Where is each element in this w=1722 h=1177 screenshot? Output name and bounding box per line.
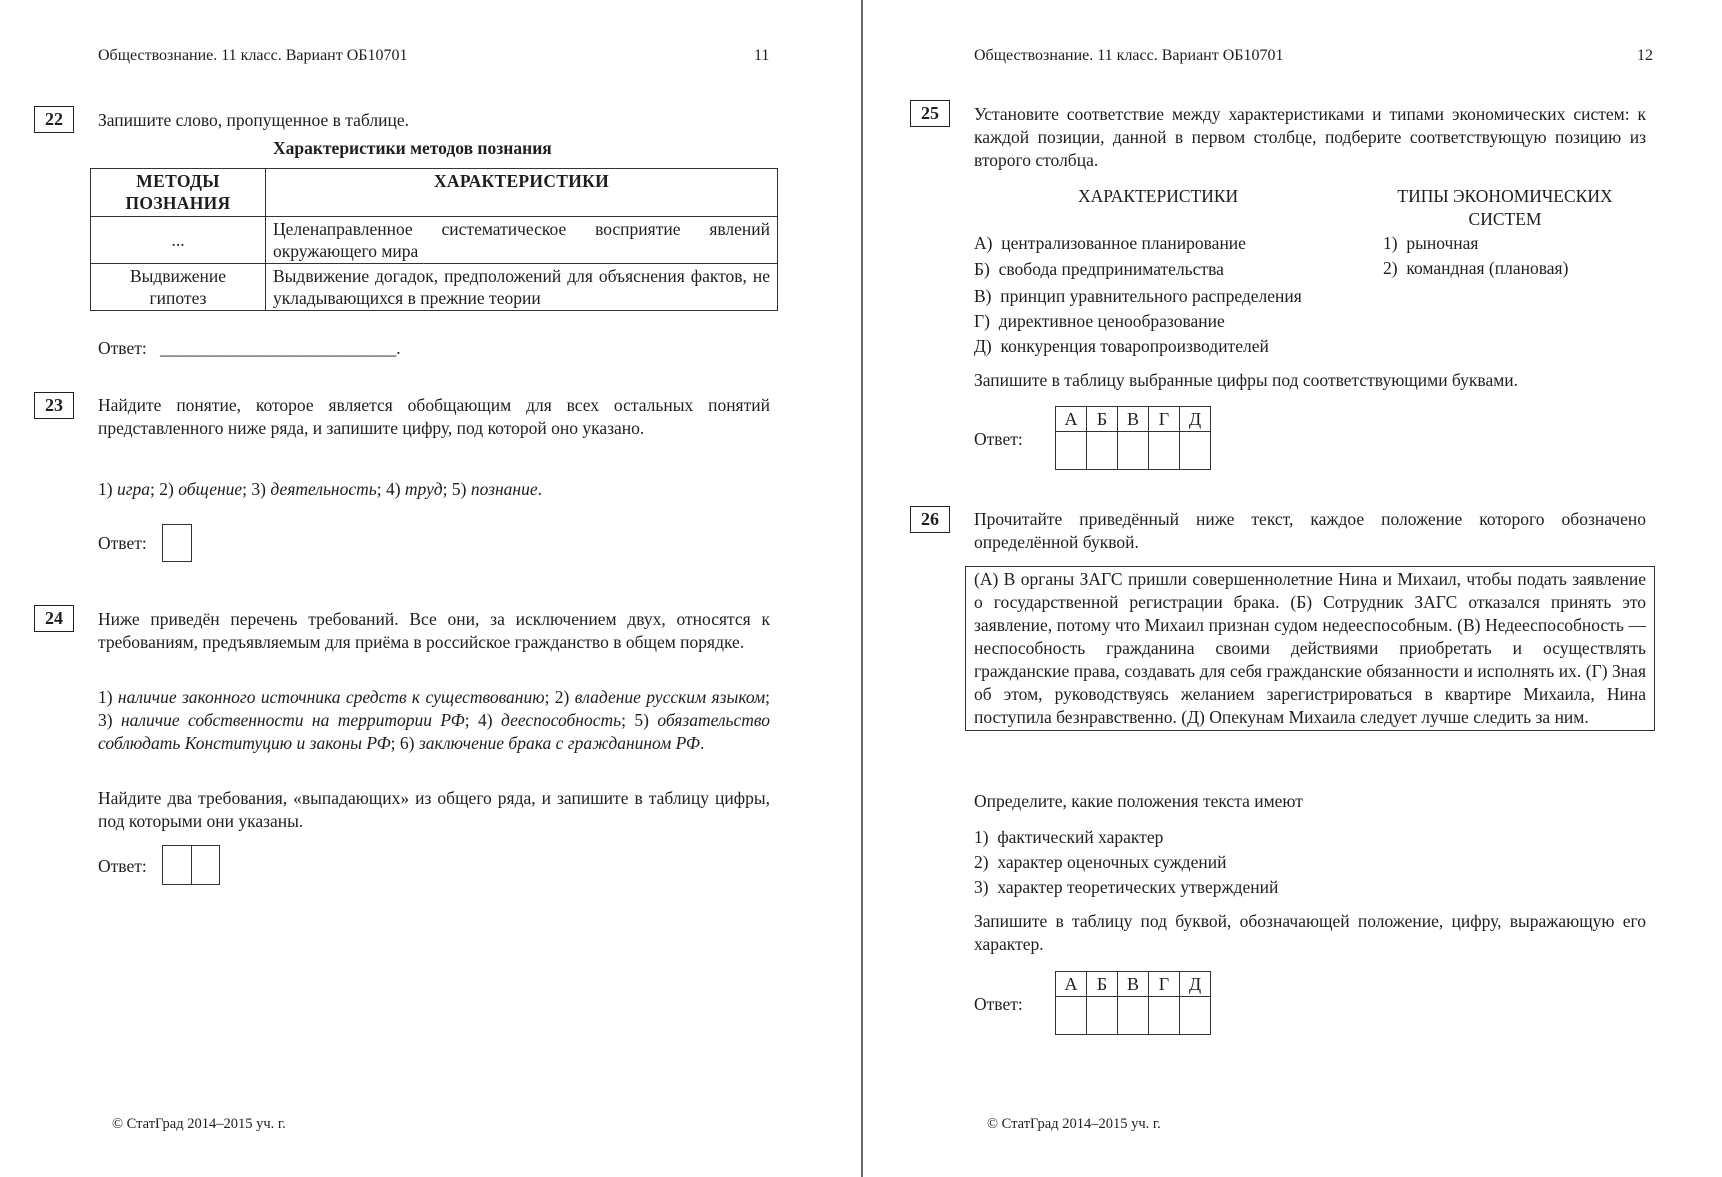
option-term: владение русским языком <box>574 687 766 707</box>
option-number: 2) <box>554 687 570 707</box>
item-letter: Г) <box>974 311 990 331</box>
table-cell-characteristic: Выдвижение догадок, предположений для объяснения фактов, не укладывающихся в прежние теории <box>266 264 778 311</box>
option-number: 3) <box>251 479 266 499</box>
item-text: характер оценочных суждений <box>997 852 1227 872</box>
item-number: 2) <box>1383 258 1398 278</box>
item-letter: Б) <box>974 259 990 279</box>
q25-answer-label: Ответ: <box>974 429 1023 449</box>
page-footer: © СтатГрад 2014–2015 уч. г. <box>112 1116 286 1132</box>
table-header-methods: МЕТОДЫ ПОЗНАНИЯ <box>91 169 266 217</box>
item-text: характер теоретических утверждений <box>997 877 1279 897</box>
characteristic-item <box>974 286 1302 307</box>
answer-cell[interactable] <box>1056 432 1087 470</box>
option-sep: ; <box>621 710 626 730</box>
option-sep: ; <box>376 479 382 499</box>
q26-answer-grid[interactable] <box>1055 971 1211 1035</box>
option-number: 6) <box>399 733 415 753</box>
option-term: труд <box>404 479 443 499</box>
q22-answer-line[interactable]: ___________________________. <box>160 338 401 358</box>
q24-instruction: Найдите два требования, «выпадающих» из общего ряда, и запишите в таблицу цифры, под которыми они указаны. <box>98 788 770 831</box>
page-footer: © СтатГрад 2014–2015 уч. г. <box>987 1116 1161 1132</box>
q25-col1-header: ХАРАКТЕРИСТИКИ <box>1078 186 1239 206</box>
characteristic-item <box>974 233 1246 254</box>
q24-answer-label: Ответ: <box>98 856 147 876</box>
item-text: свобода предпринимательства <box>998 259 1224 279</box>
q26-prompt: Прочитайте приведённый ниже текст, каждое положение которого обозначено определённой буквой. <box>974 509 1646 552</box>
option-sep: ; <box>150 479 155 499</box>
option-term: заключение брака с гражданином РФ <box>418 733 700 753</box>
option-sep: . <box>537 479 542 499</box>
table-row <box>91 264 778 311</box>
item-text: рыночная <box>1406 233 1479 253</box>
item-number: 2) <box>974 852 989 872</box>
grid-letter: Д <box>1180 407 1211 432</box>
answer-cell[interactable] <box>1118 432 1149 470</box>
option-number: 2) <box>159 479 174 499</box>
option-term: игра <box>116 479 151 499</box>
option-term: общение <box>178 479 243 499</box>
answer-cell[interactable] <box>1180 432 1211 470</box>
page-number: 11 <box>754 47 770 64</box>
q26-answer-label: Ответ: <box>974 994 1023 1014</box>
item-text: командная (плановая) <box>1406 258 1569 278</box>
grid-letter: Б <box>1087 407 1118 432</box>
option-term: наличие законного источника средств к существованию <box>117 687 545 707</box>
question-number-23: 23 <box>34 392 74 419</box>
grid-letter: В <box>1118 972 1149 997</box>
option-sep: ; <box>242 479 248 499</box>
q25-prompt: Установите соответствие между характеристиками и типами экономических систем: к каждой позиции, данной в первом столбце, подберите соответствующую позицию из второго столбца. <box>974 104 1646 170</box>
type-item <box>1383 258 1568 279</box>
question-number-26: 26 <box>910 506 950 533</box>
q23-prompt: Найдите понятие, которое является обобщающим для всех остальных понятий представленного ниже ряда, и запишите цифру, под которой оно указано. <box>98 395 770 438</box>
option-sep: ; <box>464 710 470 730</box>
characteristic-item <box>974 311 1225 332</box>
q23-options <box>98 478 542 501</box>
item-text: централизованное планирование <box>1001 233 1246 253</box>
answer-cell[interactable] <box>191 846 219 884</box>
answer-cell[interactable] <box>1180 997 1211 1035</box>
q26-instruction: Запишите в таблицу под буквой, обозначающей положение, цифру, выражающую его характер. <box>974 911 1646 954</box>
page-header: Обществознание. 11 класс. Вариант ОБ10701 <box>98 47 408 64</box>
option-term: познание <box>470 479 538 499</box>
item-text: фактический характер <box>997 827 1164 847</box>
option-term: обязательство соблюдать Конституцию и законы РФ <box>98 710 771 753</box>
option-number: 5) <box>634 710 649 730</box>
q23-answer-box[interactable] <box>162 524 192 562</box>
table-header-characteristics: ХАРАКТЕРИСТИКИ <box>266 169 778 217</box>
item-text: директивное ценообразование <box>998 311 1225 331</box>
answer-cell[interactable] <box>1087 432 1118 470</box>
character-option <box>974 852 1226 873</box>
q25-col2-header: ТИПЫ ЭКОНОМИЧЕСКИХ СИСТЕМ <box>1397 186 1613 229</box>
q26-passage: (А) В органы ЗАГС пришли совершеннолетние Нина и Михаил, чтобы подать заявление о государственной регистрации брака. (Б) Сотрудник ЗАГС отказался принять это заявление, потому что Михаил признан судом недееспособным. (В) Недееспособность — неспособность гражданина своими действиями приобретать и осуществлять гражданские права, создавать для себя гражданские обязанности и исполнять их. (Г) Зная об этом, руководствуясь желанием зарегистрироваться в квартире Михаила, Нина поступила безнравственно. (Д) Опекунам Михаила следует лучше следить за ним. <box>965 566 1655 731</box>
option-term: наличие собственности на территории РФ <box>120 710 465 730</box>
item-text: конкуренция товаропроизводителей <box>1000 336 1269 356</box>
question-number-22: 22 <box>34 106 74 133</box>
option-number: 4) <box>478 710 493 730</box>
item-letter: В) <box>974 286 992 306</box>
answer-cell[interactable] <box>1087 997 1118 1035</box>
page-number: 12 <box>1637 47 1653 64</box>
answer-cell[interactable] <box>163 846 191 884</box>
option-number: 5) <box>451 479 467 499</box>
q22-prompt: Запишите слово, пропущенное в таблице. <box>98 110 409 130</box>
answer-cell[interactable] <box>1056 997 1087 1035</box>
right-page <box>864 0 1722 1177</box>
item-number: 3) <box>974 877 989 897</box>
grid-letter: А <box>1056 407 1087 432</box>
question-number-24: 24 <box>34 605 74 632</box>
option-sep: . <box>699 733 705 753</box>
q23-answer-label: Ответ: <box>98 533 147 553</box>
grid-letter: Б <box>1087 972 1118 997</box>
item-letter: Д) <box>974 336 992 356</box>
grid-letter: Г <box>1149 407 1180 432</box>
answer-cell[interactable] <box>1118 997 1149 1035</box>
q26-question: Определите, какие положения текста имеют <box>974 791 1303 811</box>
option-number: 4) <box>385 479 401 499</box>
item-number: 1) <box>974 827 989 847</box>
answer-cell[interactable] <box>1149 997 1180 1035</box>
table-cell-method: Выдвижение гипотез <box>91 264 266 311</box>
characteristic-item <box>974 259 1224 280</box>
q22-answer-label: Ответ: <box>98 338 147 358</box>
option-sep: ; <box>442 479 448 499</box>
option-number: 1) <box>98 479 113 499</box>
option-number: 3) <box>98 710 113 730</box>
grid-letter: Г <box>1149 972 1180 997</box>
option-term: дееспособность <box>501 710 622 730</box>
q22-table-title: Характеристики методов познания <box>273 138 552 158</box>
type-item <box>1383 233 1478 254</box>
option-sep: ; <box>544 687 550 707</box>
table-cell-method-missing: ... <box>91 217 266 264</box>
q24-options <box>98 686 770 755</box>
item-letter: А) <box>974 233 993 253</box>
option-term: деятельность <box>270 479 377 499</box>
page-divider <box>861 0 863 1177</box>
q25-instruction: Запишите в таблицу выбранные цифры под соответствующими буквами. <box>974 370 1519 390</box>
grid-letter: В <box>1118 407 1149 432</box>
table-cell-characteristic: Целенаправленное систематическое восприятие явлений окружающего мира <box>266 217 778 264</box>
methods-table <box>90 168 778 311</box>
grid-letter: А <box>1056 972 1087 997</box>
character-option <box>974 827 1163 848</box>
q24-answer-boxes[interactable] <box>162 845 220 885</box>
answer-cell[interactable] <box>1149 432 1180 470</box>
page-header: Обществознание. 11 класс. Вариант ОБ10701 <box>974 47 1284 64</box>
option-sep: ; <box>765 687 771 707</box>
item-text: принцип уравнительного распределения <box>1000 286 1302 306</box>
table-row <box>91 217 778 264</box>
character-option <box>974 877 1278 898</box>
option-number: 1) <box>98 687 113 707</box>
item-number: 1) <box>1383 233 1398 253</box>
option-sep: ; <box>390 733 396 753</box>
q25-answer-grid[interactable] <box>1055 406 1211 470</box>
grid-letter: Д <box>1180 972 1211 997</box>
characteristic-item <box>974 336 1269 357</box>
question-number-25: 25 <box>910 100 950 127</box>
q24-prompt: Ниже приведён перечень требований. Все они, за исключением двух, относятся к требованиям, предъявляемым для приёма в российское гражданство в общем порядке. <box>98 609 770 652</box>
